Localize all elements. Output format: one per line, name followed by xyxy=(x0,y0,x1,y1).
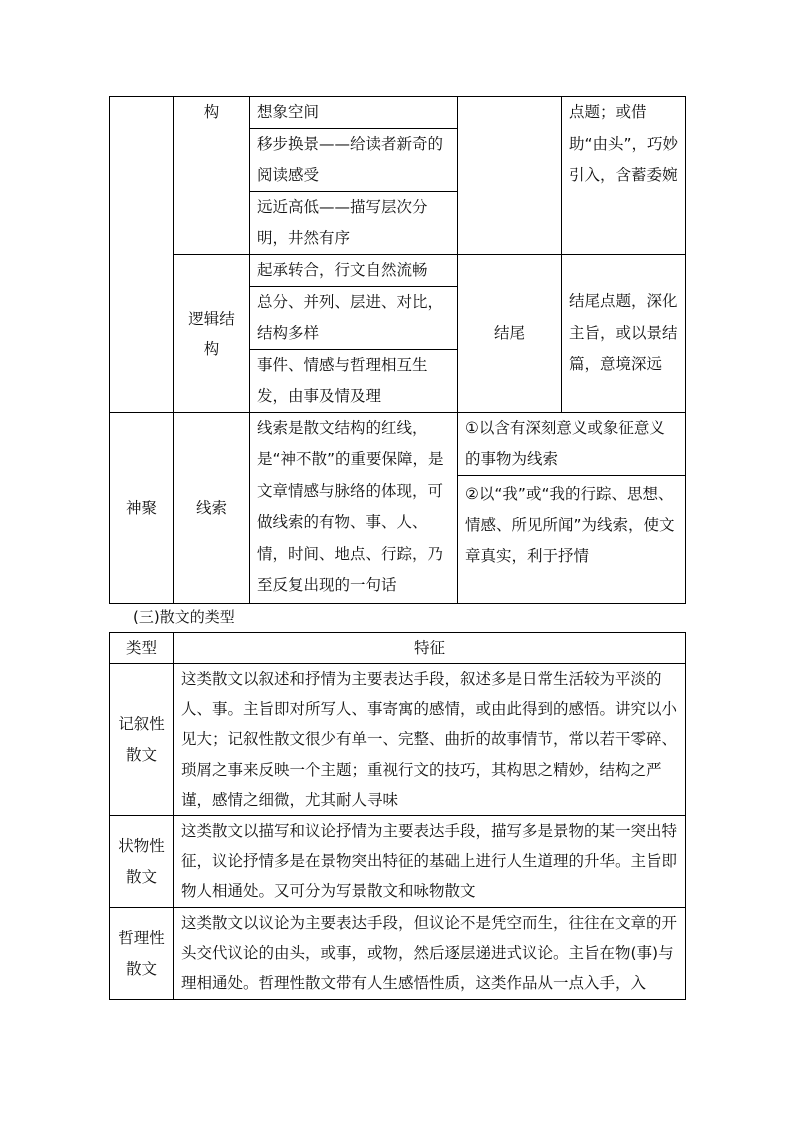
type-cell: 状物性散文 xyxy=(110,816,174,908)
clue-description: 线索是散文结构的红线，是“神不散”的重要保障，是文章情感与脉络的体现，可做线索的有物、事、人、情，时间、地点、行踪，乃至反复出现的一句话 xyxy=(250,413,458,604)
ending-label: 结尾 xyxy=(458,255,562,413)
ending-text-cell: 结尾点题，深化主旨，或以景结篇，意境深远 xyxy=(562,255,686,413)
structure-type-cell: 构 xyxy=(174,97,250,255)
blank-cell xyxy=(458,97,562,255)
clue-label: 线索 xyxy=(174,413,250,604)
section-title: (三)散文的类型 xyxy=(133,608,235,626)
table-row xyxy=(110,908,686,1000)
table-row xyxy=(110,816,686,908)
type-cell: 记叙性散文 xyxy=(110,664,174,816)
structure-item: 远近高低——描写层次分明，井然有序 xyxy=(250,192,458,255)
clue-way-2: ②以“我”或“我的行踪、思想、情感、所见所闻”为线索，使文章真实，利于抒情 xyxy=(458,476,686,604)
clue-way-1: ①以含有深刻意义或象征意义的事物为线索 xyxy=(458,413,686,476)
structure-item: 事件、情感与哲理相互生发，由事及情及理 xyxy=(250,350,458,413)
table-row xyxy=(110,413,686,476)
essay-types-table xyxy=(109,632,686,1000)
group-cell-top xyxy=(110,97,174,413)
feature-cell: 这类散文以描写和议论抒情为主要表达手段，描写多是景物的某一突出特征，议论抒情多是在景物突出特征的基础上进行人生道理的升华。主旨即物人相通处。又可分为写景散文和咏物散文 xyxy=(174,816,686,908)
table-header-row xyxy=(110,633,686,664)
clue-group-label: 神聚 xyxy=(110,413,174,604)
header-type: 类型 xyxy=(110,633,174,664)
structure-item: 起承转合，行文自然流畅 xyxy=(250,255,458,287)
structure-item: 想象空间 xyxy=(250,97,458,129)
feature-cell: 这类散文以叙述和抒情为主要表达手段，叙述多是日常生活较为平淡的人、事。主旨即对所写人、事寄寓的感情，或由此得到的感悟。讲究以小见大；记叙性散文很少有单一、完整、曲折的故事情节，常以若干零碎、琐屑之事来反映一个主题；重视行文的技巧，其构思之精妙，结构之严谨，感情之细微，尤其耐人寻味 xyxy=(174,664,686,816)
table-row xyxy=(110,255,686,287)
header-feature: 特征 xyxy=(174,633,686,664)
structure-item: 总分、并列、层进、对比，结构多样 xyxy=(250,287,458,350)
table-row xyxy=(110,97,686,129)
structure-table xyxy=(109,96,686,604)
table-row xyxy=(110,664,686,816)
feature-cell: 这类散文以议论为主要表达手段，但议论不是凭空而生，往往在文章的开头交代议论的由头，或事，或物，然后逐层递进式议论。主旨在物(事)与理相通处。哲理性散文带有人生感悟性质，这类作品从一点入手，入 xyxy=(174,908,686,1000)
type-cell: 哲理性散文 xyxy=(110,908,174,1000)
logic-structure-label: 逻辑结构 xyxy=(174,255,250,413)
structure-item: 移步换景——给读者新奇的阅读感受 xyxy=(250,129,458,192)
opening-text-cell: 点题；或借助“由头”，巧妙引入，含蓄委婉 xyxy=(562,97,686,255)
